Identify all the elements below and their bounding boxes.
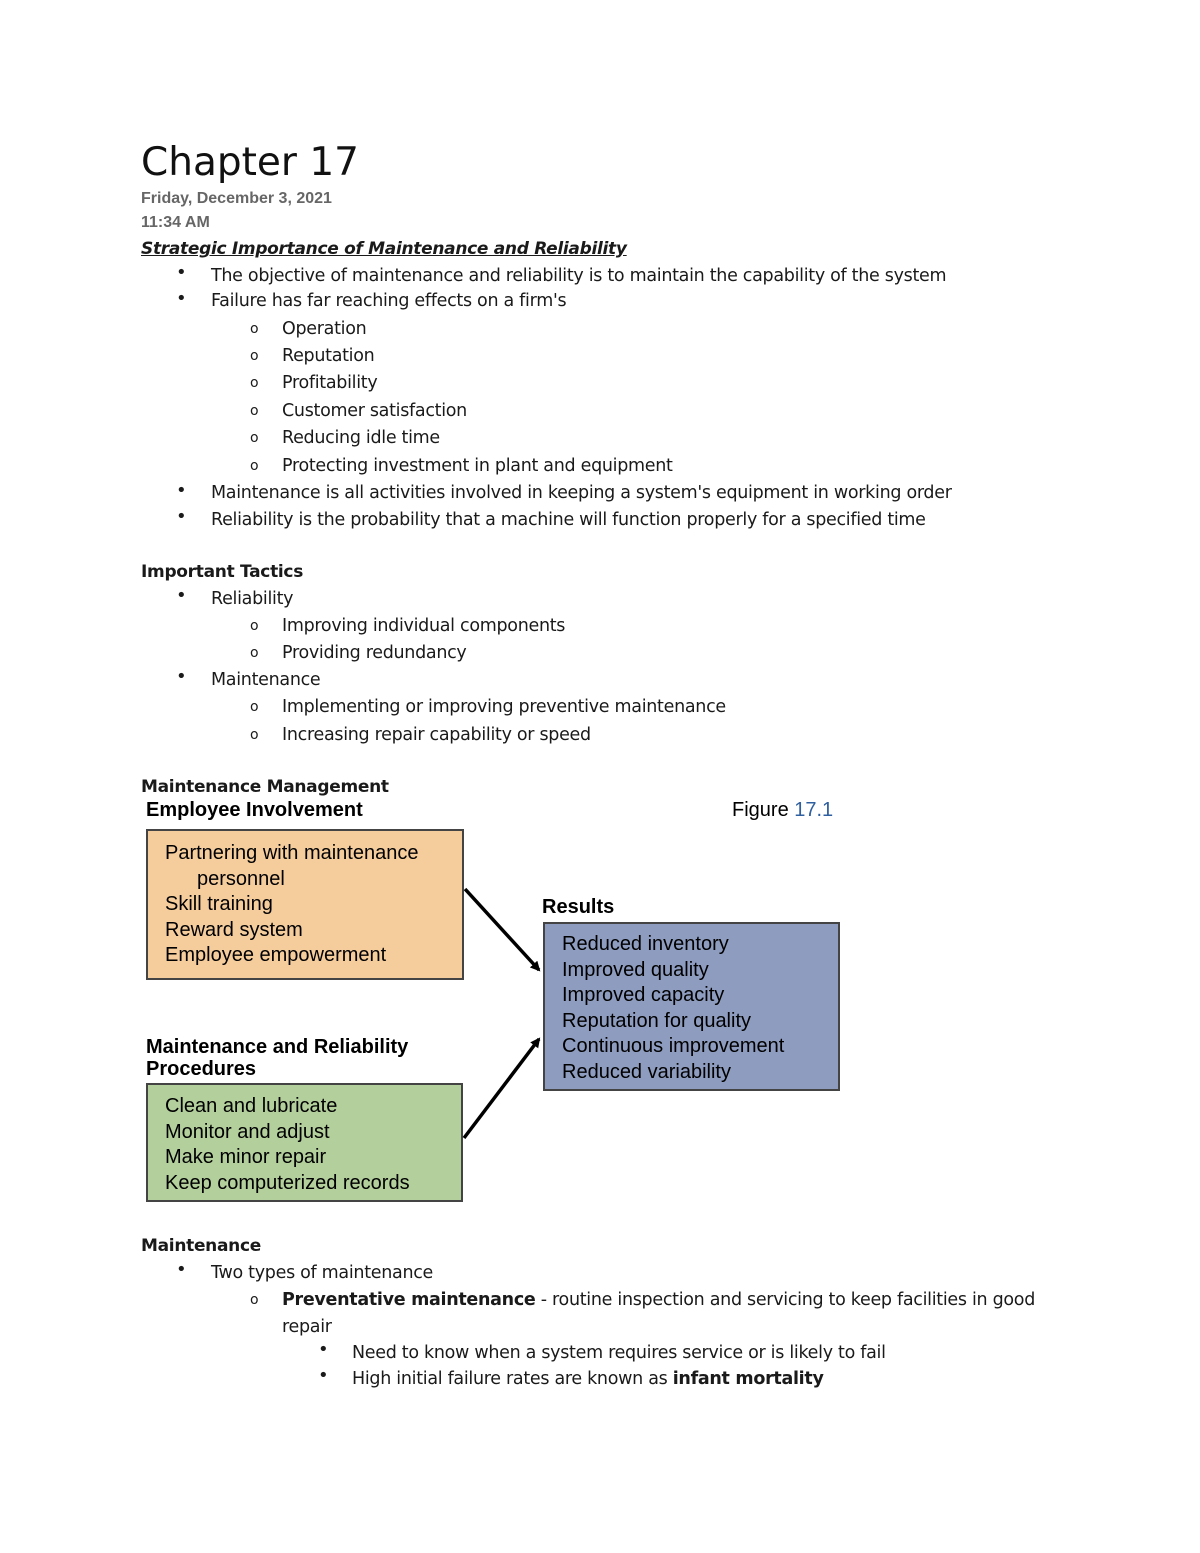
box-item: Clean and lubricate [165, 1095, 338, 1117]
figure-caption-number: 17.1 [794, 799, 834, 821]
arrow-procedures-to-results [464, 1039, 539, 1138]
bullet-icon: • [176, 480, 187, 501]
section-heading-maintenance: Maintenance [141, 1236, 261, 1256]
list-item: Two types of maintenance [211, 1263, 434, 1283]
box-item: Improved quality [562, 958, 709, 981]
time-stamp: 11:34 AM [141, 214, 210, 231]
box-item: Reputation for quality [562, 1009, 752, 1032]
bullet-icon: • [176, 1259, 187, 1280]
sub-list-item: Increasing repair capability or speed [282, 725, 591, 745]
circle-bullet-icon: o [250, 375, 259, 391]
box-item: Employee empowerment [165, 944, 387, 966]
box-item: Skill training [165, 893, 273, 915]
figure-caption-prefix: Figure [732, 799, 795, 821]
circle-bullet-icon: o [250, 430, 259, 446]
sub-list-item: Protecting investment in plant and equipment [282, 456, 673, 476]
sub-list-item: Reputation [282, 346, 375, 366]
box-item: Improved capacity [562, 984, 725, 1006]
box-item: Make minor repair [165, 1146, 327, 1168]
section-heading-management: Maintenance Management [141, 777, 389, 797]
sub-sub-list-item [352, 1369, 824, 1389]
page-title: Chapter 17 [141, 140, 359, 185]
box-item: Reduced inventory [562, 933, 729, 955]
sub-list-item: Providing redundancy [282, 643, 467, 663]
list-item: The objective of maintenance and reliability is to maintain the capability of the system [211, 266, 947, 286]
bullet-icon: • [176, 288, 187, 309]
sub-list-item: Profitability [282, 373, 378, 393]
bullet-icon: • [318, 1365, 329, 1386]
box-item: personnel [197, 867, 285, 890]
circle-bullet-icon: o [250, 458, 259, 474]
box-item: Reduced variability [562, 1060, 731, 1083]
date-stamp: Friday, December 3, 2021 [141, 190, 332, 207]
infant-mortality-prefix: High initial failure rates are known as [352, 1369, 673, 1389]
sub-sub-list-item: Need to know when a system requires service or is likely to fail [352, 1343, 886, 1363]
procedures-heading-line1: Maintenance and Reliability [146, 1036, 409, 1058]
list-item: Failure has far reaching effects on a firm's [211, 291, 567, 311]
list-item: Reliability [211, 589, 294, 609]
section-heading-strategic: Strategic Importance of Maintenance and Reliability [141, 239, 627, 259]
sub-list-item: Customer satisfaction [282, 401, 467, 421]
sub-list-item-continuation: repair [282, 1317, 332, 1337]
preventative-maintenance-definition: - routine inspection and servicing to keep facilities in good [535, 1290, 1036, 1310]
circle-bullet-icon: o [250, 403, 259, 419]
bullet-icon: • [176, 585, 187, 606]
list-item: Maintenance is all activities involved in keeping a system's equipment in working order [211, 483, 952, 503]
infant-mortality-term: infant mortality [672, 1369, 824, 1389]
box-item: Partnering with maintenance [165, 842, 419, 864]
employee-involvement-heading: Employee Involvement [146, 799, 363, 821]
sub-list-item: Reducing idle time [282, 428, 440, 448]
sub-list-item [282, 1290, 1035, 1310]
list-item: Maintenance [211, 670, 321, 690]
section-heading-tactics: Important Tactics [141, 562, 304, 582]
results-heading: Results [542, 896, 615, 918]
circle-bullet-icon: o [250, 348, 259, 364]
bullet-icon: • [176, 506, 187, 527]
procedures-heading-line2: Procedures [146, 1058, 257, 1080]
box-item: Keep computerized records [165, 1171, 410, 1194]
circle-bullet-icon: o [250, 321, 259, 337]
preventative-maintenance-term: Preventative maintenance [282, 1290, 536, 1310]
circle-bullet-icon: o [250, 699, 259, 715]
circle-bullet-icon: o [250, 645, 259, 661]
box-item: Monitor and adjust [165, 1120, 330, 1143]
box-item: Continuous improvement [562, 1035, 785, 1057]
bullet-icon: • [318, 1339, 329, 1360]
circle-bullet-icon: o [250, 727, 259, 743]
circle-bullet-icon: o [250, 1292, 259, 1308]
sub-list-item: Implementing or improving preventive maintenance [282, 697, 726, 717]
circle-bullet-icon: o [250, 618, 259, 634]
list-item: Reliability is the probability that a machine will function properly for a specified time [211, 510, 926, 530]
bullet-icon: • [176, 262, 187, 283]
box-item: Reward system [165, 918, 303, 941]
sub-list-item: Improving individual components [282, 616, 566, 636]
bullet-icon: • [176, 666, 187, 687]
sub-list-item: Operation [282, 319, 367, 339]
arrow-employee-to-results [465, 889, 539, 970]
